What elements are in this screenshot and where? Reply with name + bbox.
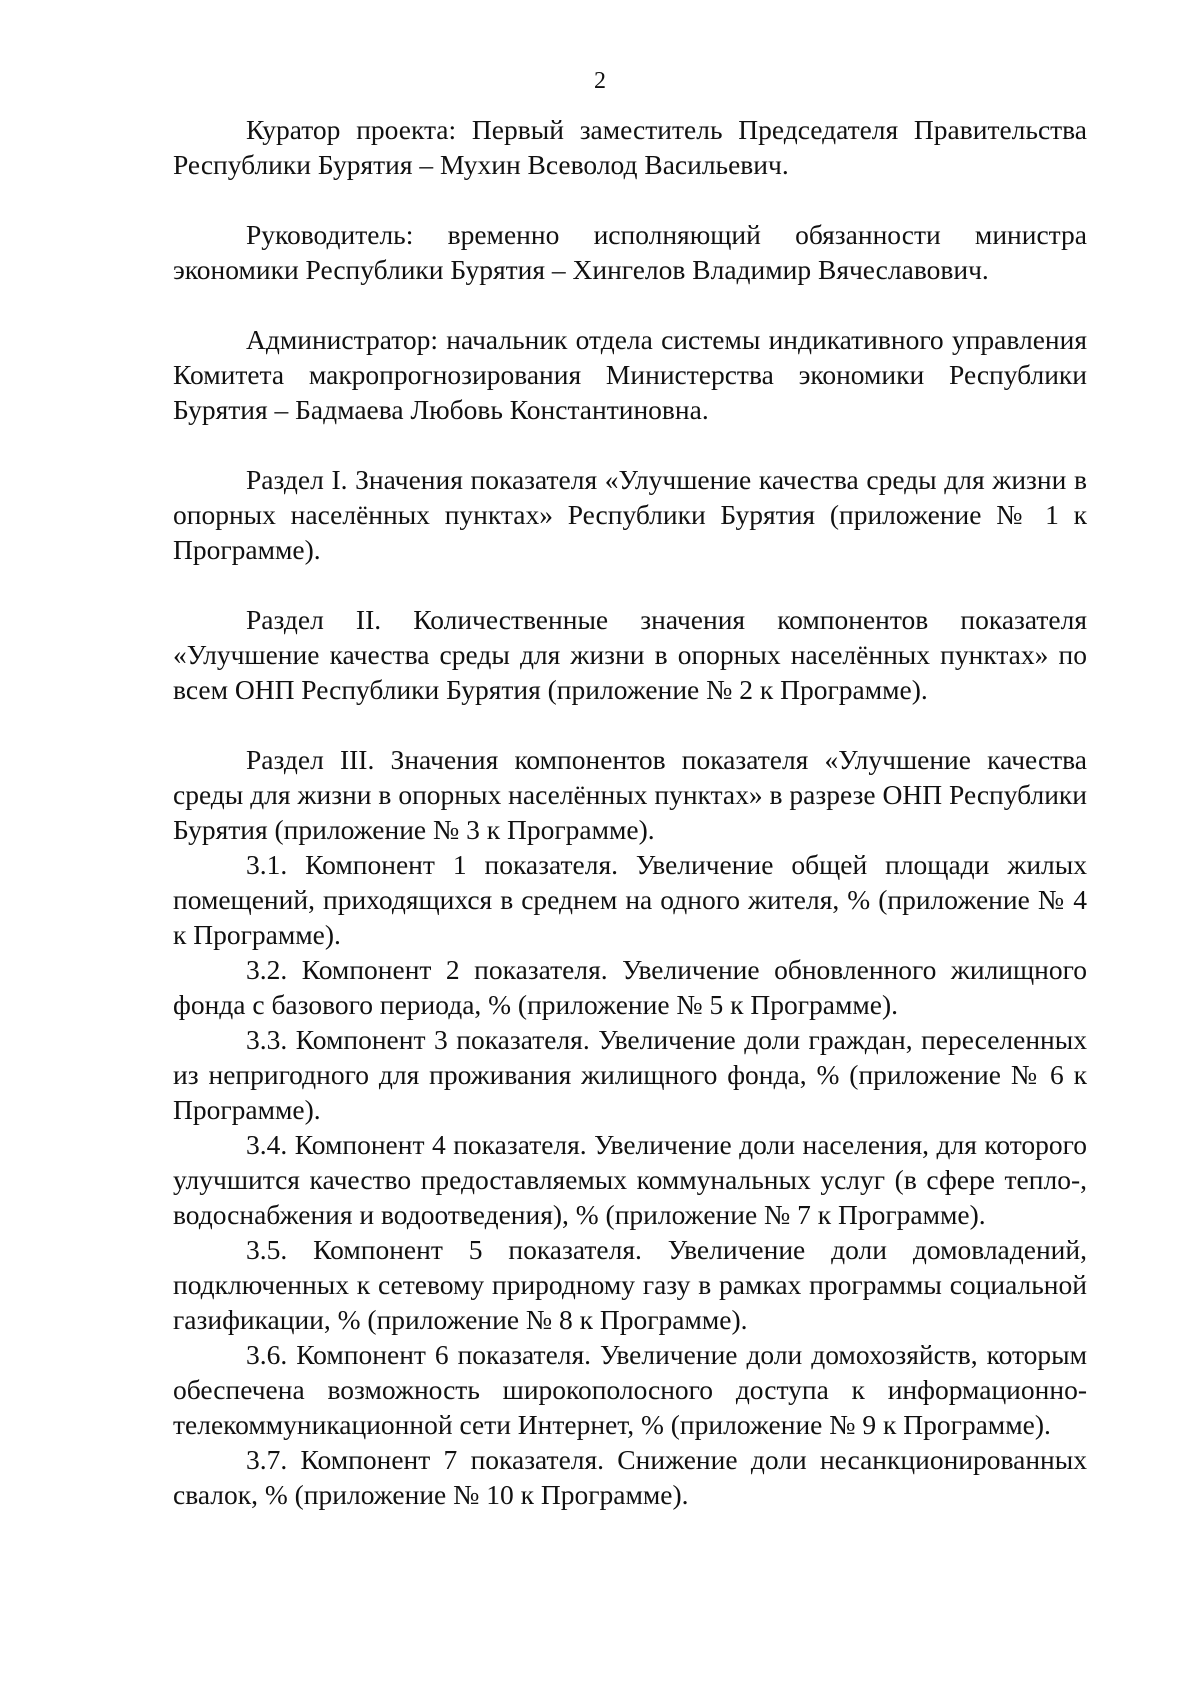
component-3-5-paragraph: 3.5. Компонент 5 показателя. Увеличение доли домовладений, подключенных к сетевому природному газу в рамках программы социальной газификации, % (приложение № 8 к Программе). — [173, 1234, 1087, 1335]
section-1-paragraph: Раздел I. Значения показателя «Улучшение качества среды для жизни в опорных населённых пунктах» Республики Бурятия (приложение № 1 к Программе). — [173, 464, 1087, 565]
section-3-paragraph: Раздел III. Значения компонентов показателя «Улучшение качества среды для жизни в опорных населённых пунктах» в разрезе ОНП Республики Бурятия (приложение № 3 к Программе). — [173, 744, 1087, 845]
component-3-1-paragraph: 3.1. Компонент 1 показателя. Увеличение общей площади жилых помещений, приходящихся в среднем на одного жителя, % (приложение № 4 к Программе). — [173, 849, 1087, 950]
component-3-4-paragraph: 3.4. Компонент 4 показателя. Увеличение доли населения, для которого улучшится качество предоставляемых коммунальных услуг (в сфере тепло-, водоснабжения и водоотведения), % (приложение № 7 к Программе). — [173, 1129, 1087, 1230]
component-3-7-paragraph: 3.7. Компонент 7 показателя. Снижение доли несанкционированных свалок, % (приложение № 10 к Программе). — [173, 1444, 1087, 1510]
document-body — [173, 112, 1087, 1512]
project-administrator-paragraph: Администратор: начальник отдела системы индикативного управления Комитета макропрогнозирования Министерства экономики Республики Бурятия – Бадмаева Любовь Константиновна. — [173, 324, 1087, 425]
section-2-paragraph: Раздел II. Количественные значения компонентов показателя «Улучшение качества среды для жизни в опорных населённых пунктах» по всем ОНП Республики Бурятия (приложение № 2 к Программе). — [173, 604, 1087, 705]
project-head-paragraph: Руководитель: временно исполняющий обязанности министра экономики Республики Бурятия – Хингелов Владимир Вячеславович. — [173, 219, 1087, 285]
component-3-6-paragraph: 3.6. Компонент 6 показателя. Увеличение доли домохозяйств, которым обеспечена возможность широкополосного доступа к информационно-телекоммуникационной сети Интернет, % (приложение № 9 к Программе). — [173, 1339, 1087, 1440]
component-3-3-paragraph: 3.3. Компонент 3 показателя. Увеличение доли граждан, переселенных из непригодного для проживания жилищного фонда, % (приложение № 6 к Программе). — [173, 1024, 1087, 1125]
component-3-2-paragraph: 3.2. Компонент 2 показателя. Увеличение обновленного жилищного фонда с базового периода, % (приложение № 5 к Программе). — [173, 954, 1087, 1020]
page-number: 2 — [594, 68, 606, 94]
project-curator-paragraph: Куратор проекта: Первый заместитель Председателя Правительства Республики Бурятия – Мухин Всеволод Васильевич. — [173, 114, 1087, 180]
